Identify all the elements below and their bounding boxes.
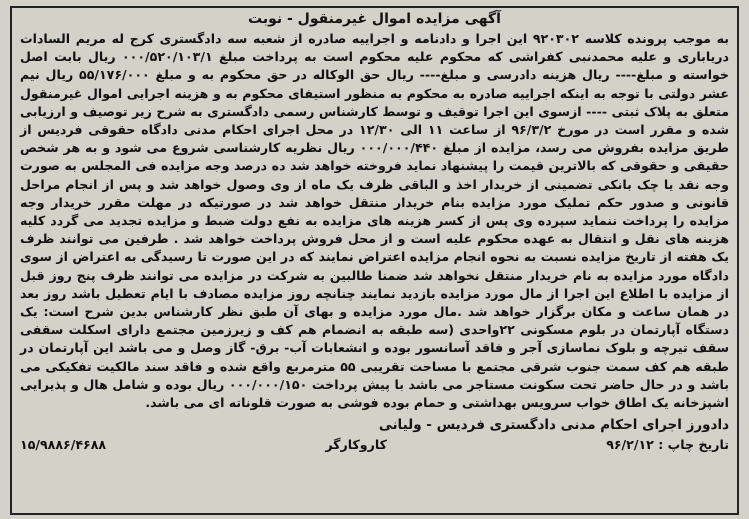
- notice-title: آگهی مزایده اموال غیرمنقول - نوبت: [248, 11, 501, 27]
- print-date: تاریخ چاپ : ۹۶/۲/۱۲: [606, 437, 729, 453]
- notice-signature: دادورز اجرای احکام مدنی دادگستری فردیس - ولیانی: [378, 417, 729, 434]
- publisher-name: کاروکارگر: [325, 437, 387, 453]
- notice-footer: [20, 436, 729, 454]
- notice-body: به موجب پرونده کلاسه ۹۲۰۳۰۲ این اجرا و دادنامه و اجراییه صادره از شعبه سه دادگستری کرج له مریم السادات دریاباری و علیه محمدنبی کفراشی که محکوم علیه محکوم است به پرداخت مبلغ ۰۰۰/۵۲۰/۱۰۳/۱ ریال بابت اصل خواسته و مبلغ---- ریال هزینه دادرسی و مبلغ---- ریال حق الوکاله در حق محکوم به و مبلغ ۵۵/۱۷۶/۰۰۰ ریال نیم عشر دولتی با توجه به اینکه اجراییه صادره به محکوم به منظور استیفای محکوم به و هزینه اجرایی اموال غیرمنقول متعلق به پلاک ثبتی ---- ازسوی این اجرا توقیف و توسط کارشناس رسمی دادگستری به شرح زیر توصیف و ارزیابی شده و مقرر است در مورخ ۹۶/۳/۲ از ساعت ۱۱ الی ۱۲/۳۰ در محل اجرای احکام مدنی دادگاه حقوقی فردیس از طریق مزایده بفروش می رسد، مزایده از مبلغ ۰۰۰/۰۰۰/۴۴۰ ریال نظریه کارشناسی شروع می شود و به هر شخص حقیقی و حقوقی که بالاترین قیمت را پیشنهاد نماید فروخته خواهد شد ده درصد وجه مزایده فی المجلس به صورت وجه نقد یا چک بانکی تضمینی از خریدار اخذ و الباقی ظرف یک ماه از وی وصول خواهد شد و پس از انجام مراحل قانونی و صدور حکم تملیک مورد مزایده بنام خریدار منتقل خواهد شد در صورتیکه در مهلت مقرر خریدار وجه مزایده را پرداخت ننماید سپرده وی پس از کسر هزینه های مزایده به نفع دولت ضبط و مزایده تجدید می گردد کلیه هزینه های نقل و انتقال به عهده محکوم علیه است و از محل فروش پرداخت خواهد شد . طرفین می توانند ظرف یک هفته از تاریخ مزایده نسبت به نحوه انجام مزایده اعتراض نمایند که در این صورت تا رسیدگی به اعتراض از سوی دادگاه مورد مزایده به نام خریدار منتقل نخواهد شد ضمنا طالبین به شرکت در مزایده می توانند ظرف پنج روز قبل از مزایده با اطلاع این اجرا از مال مورد مزایده بازدید نمایند چنانچه روز مزایده مصادف با ایام تعطیل باشد روز بعد در همان ساعت و مکان برگزار خواهد شد .مال مورد مزایده و بهای آن طبق نظر کارشناس بدین شرح است: یک دستگاه آپارتمان در بلوم مسکونی ۲۲واحدی (سه طبقه به انضمام هم کف و زیرزمین مجتمع دارای اسکلت سقفی سقف تیرچه و بلوک نماسازی آجر و فاقد آسانسور بوده و انشعابات آب- برق- گاز وصل و می باشد این آپارتمان در طبقه هم کف سمت جنوب شرقی مجتمع با مساحت تقریبی ۵۵ مترمربع واقع شده و فاقد سند مالکیت تفکیکی می باشد و در حال حاضر تحت سکونت مستاجر می باشد با پیش پرداخت ۰۰۰/۰۰۰/۱۵۰ ریال بوده و شامل هال و پذیرایی اشپزخانه یک اطاق خواب سرویس بهداشتی و حمام بوده فوشی به صورت قلوناته ای می باشد.: [20, 31, 729, 411]
- notice-code: ۱۵/۹۸۸۶/۴۶۸۸: [20, 437, 107, 453]
- notice-frame: [10, 6, 739, 515]
